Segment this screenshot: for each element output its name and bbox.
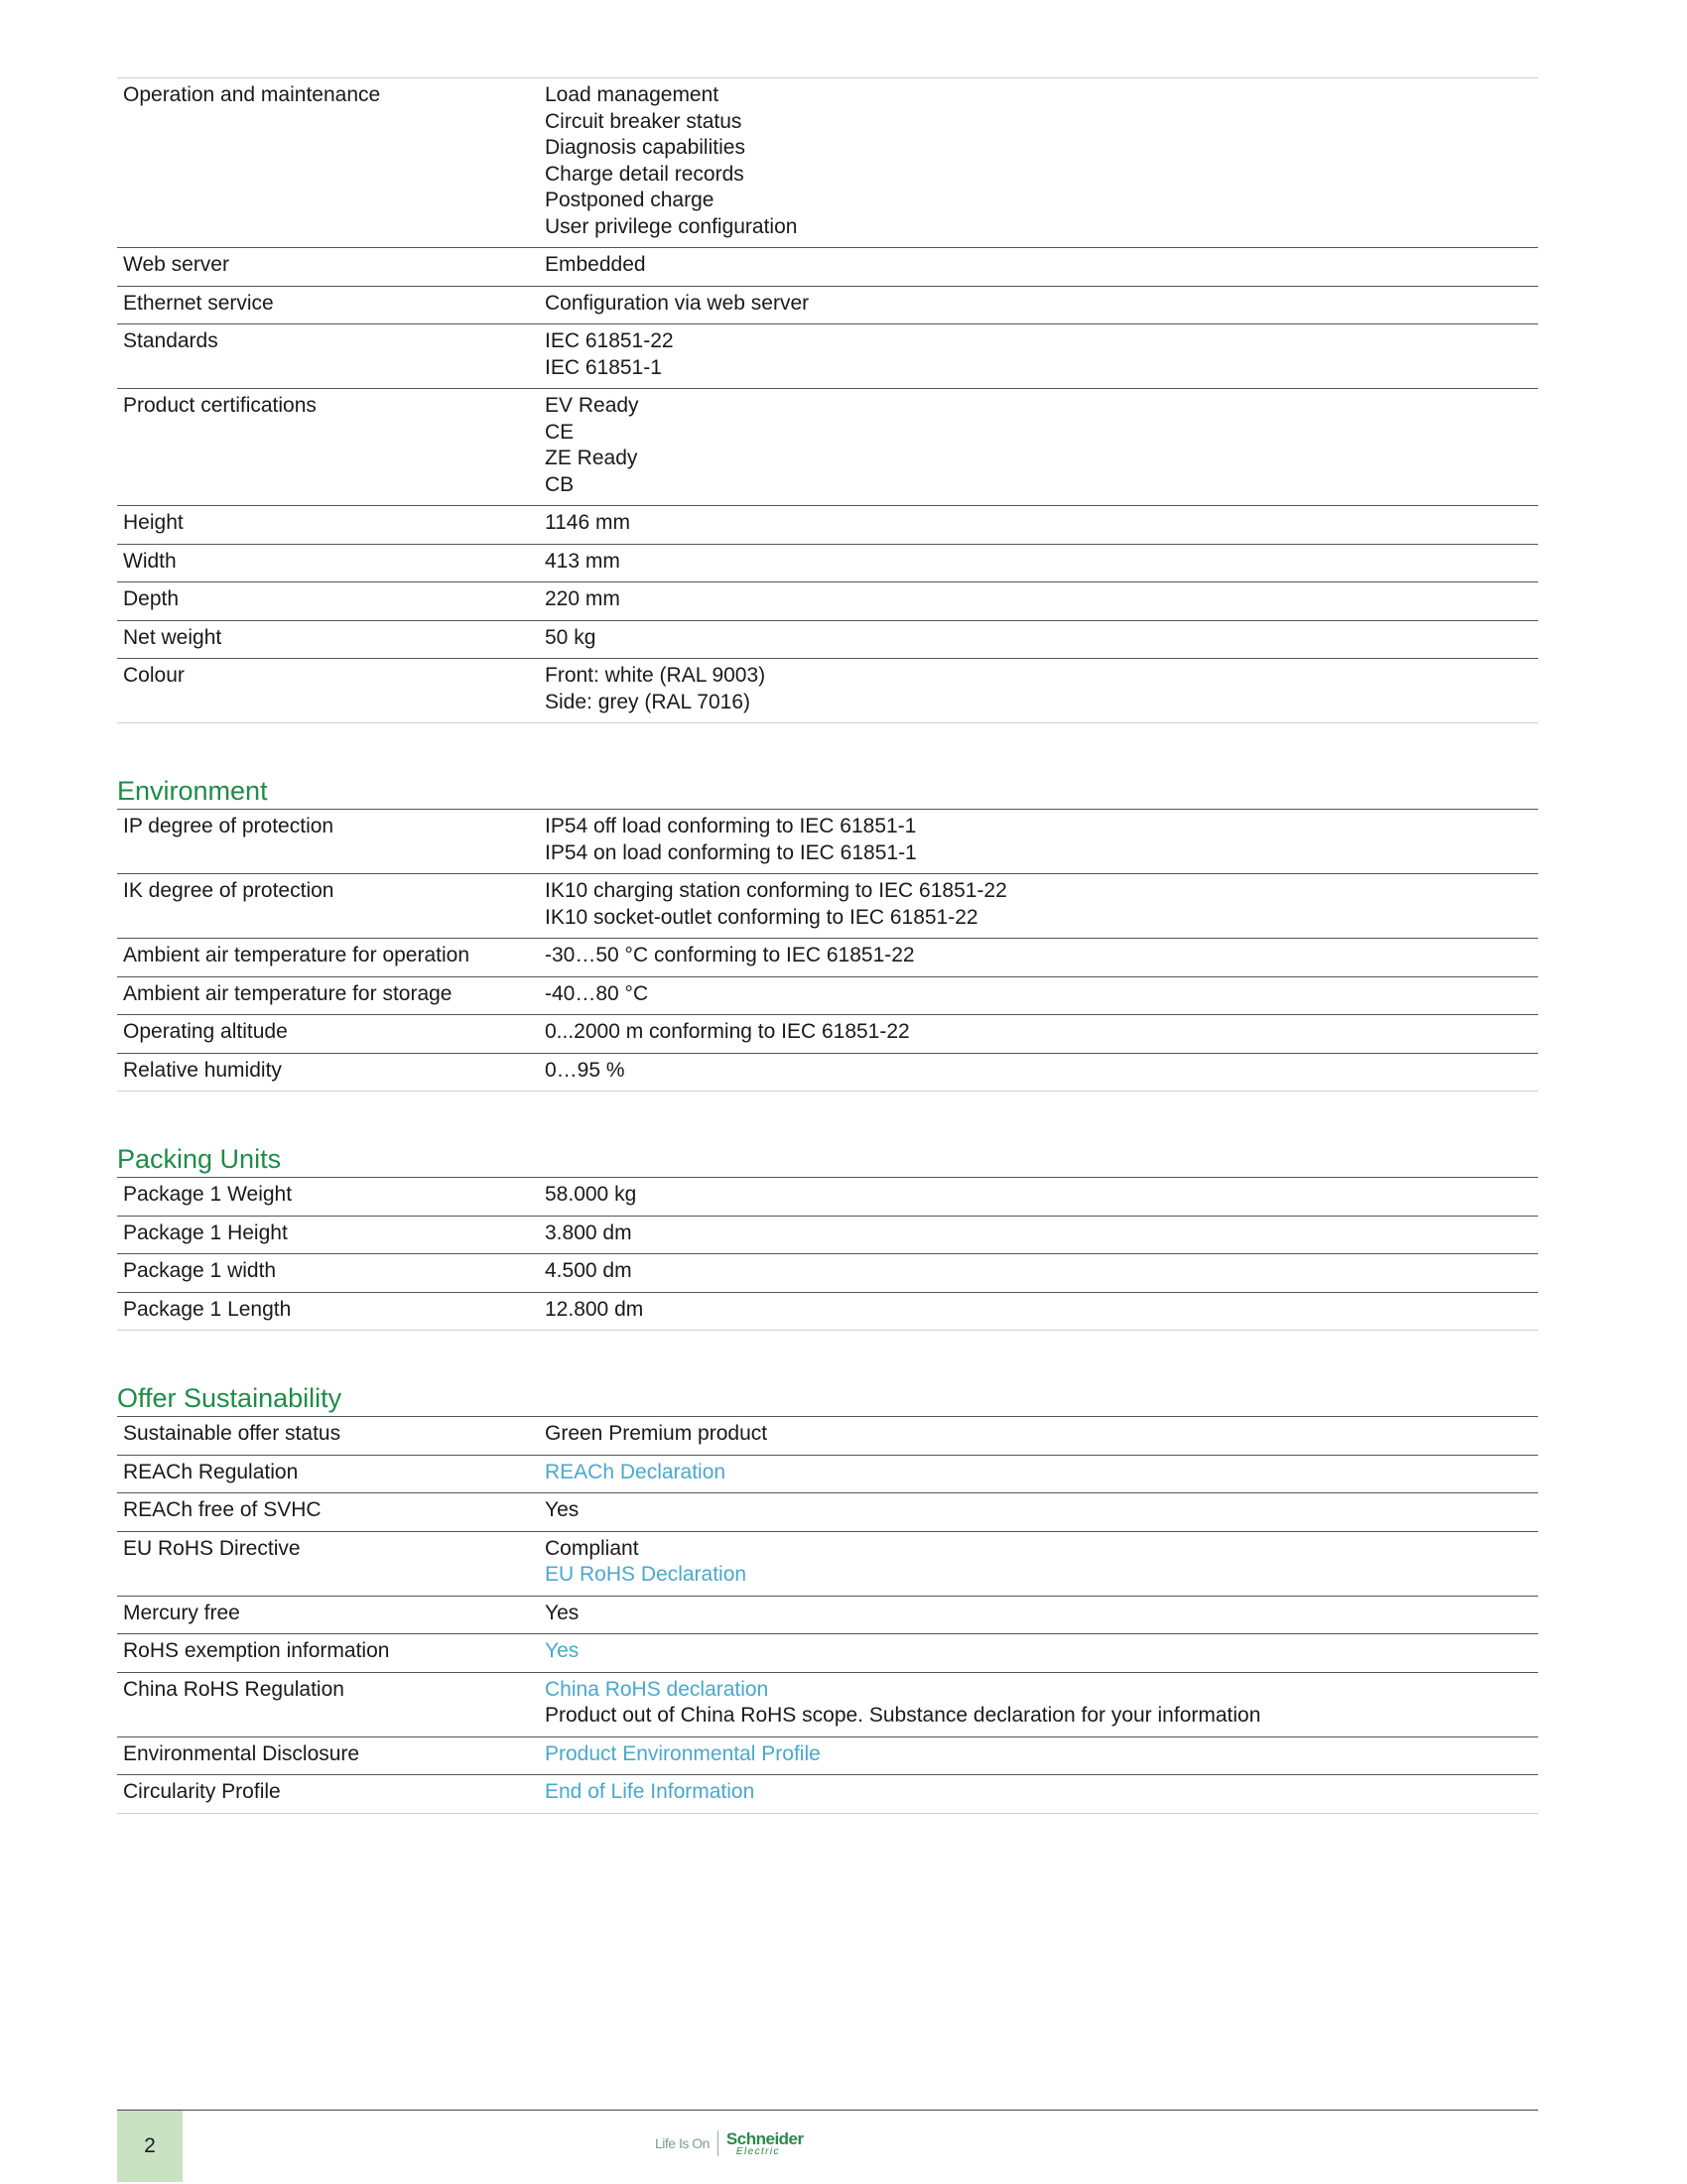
spec-value xyxy=(539,248,1538,287)
spec-row-reach-free-of-svhc xyxy=(117,1493,1538,1532)
page-number: 2 xyxy=(117,2111,183,2182)
spec-row-width xyxy=(117,544,1538,582)
spec-row-ik-degree-of-protection xyxy=(117,874,1538,939)
spec-table-offer-sustainability xyxy=(117,1416,1538,1814)
spec-label: Package 1 width xyxy=(117,1254,539,1293)
spec-value-text: Circuit breaker status xyxy=(545,109,742,133)
spec-value-link[interactable]: EU RoHS Declaration xyxy=(545,1563,747,1586)
spec-value-text: IK10 socket-outlet conforming to IEC 61851-22 xyxy=(545,905,978,929)
spec-row-relative-humidity xyxy=(117,1053,1538,1092)
spec-value-text: ZE Ready xyxy=(545,447,638,469)
spec-label: Package 1 Length xyxy=(117,1292,539,1331)
spec-value-text: Load management xyxy=(545,83,719,106)
spec-value-text: 0…95 % xyxy=(545,1058,625,1082)
spec-row-height xyxy=(117,506,1538,545)
spec-label: REACh Regulation xyxy=(117,1455,539,1493)
spec-row-ambient-air-temperature-for-operation xyxy=(117,939,1538,977)
spec-row-product-certifications xyxy=(117,389,1538,506)
spec-label: Operating altitude xyxy=(117,1015,539,1054)
spec-row-package-1-height xyxy=(117,1216,1538,1254)
schneider-electric-logo xyxy=(718,2130,804,2157)
spec-value xyxy=(539,1216,1538,1254)
spec-value xyxy=(539,874,1538,939)
spec-value-text: 12.800 dm xyxy=(545,1297,644,1321)
spec-value-text: -40…80 °C xyxy=(545,981,649,1005)
spec-label: Environmental Disclosure xyxy=(117,1736,539,1775)
spec-value-link[interactable]: China RoHS declaration xyxy=(545,1677,769,1701)
spec-value xyxy=(539,1775,1538,1814)
spec-row-rohs-exemption-information xyxy=(117,1634,1538,1673)
spec-value-text: 413 mm xyxy=(545,549,620,573)
spec-label: Ambient air temperature for storage xyxy=(117,976,539,1015)
spec-label: Colour xyxy=(117,659,539,723)
spec-value-text: IP54 on load conforming to IEC 61851-1 xyxy=(545,840,917,864)
spec-row-ambient-air-temperature-for-storage xyxy=(117,976,1538,1015)
spec-label: Sustainable offer status xyxy=(117,1417,539,1456)
spec-value-text: -30…50 °C conforming to IEC 61851-22 xyxy=(545,944,915,966)
datasheet-page xyxy=(117,77,1538,1814)
spec-value xyxy=(539,582,1538,621)
spec-table-packing-units xyxy=(117,1177,1538,1331)
spec-value xyxy=(539,286,1538,324)
spec-value-text: 220 mm xyxy=(545,587,620,610)
spec-value-text: 3.800 dm xyxy=(545,1220,632,1244)
spec-label: Height xyxy=(117,506,539,545)
spec-value-text: Compliant xyxy=(545,1536,639,1560)
spec-label: Depth xyxy=(117,582,539,621)
spec-row-package-1-width xyxy=(117,1254,1538,1293)
spec-value xyxy=(539,1178,1538,1217)
spec-label: Operation and maintenance xyxy=(117,78,539,248)
spec-row-web-server xyxy=(117,248,1538,287)
section-title-environment: Environment xyxy=(117,776,268,806)
general-spec-table xyxy=(117,77,1538,723)
spec-value-text: 4.500 dm xyxy=(545,1259,632,1282)
spec-row-operation-and-maintenance xyxy=(117,78,1538,248)
spec-value xyxy=(539,1634,1538,1673)
spec-label: Product certifications xyxy=(117,389,539,506)
spec-value-text: EV Ready xyxy=(545,394,639,417)
spec-value-text: Green Premium product xyxy=(545,1422,768,1445)
spec-value xyxy=(539,1015,1538,1054)
spec-row-circularity-profile xyxy=(117,1775,1538,1814)
spec-value xyxy=(539,78,1538,248)
spec-value-text: IK10 charging station conforming to IEC 61851-22 xyxy=(545,879,1007,902)
spec-value xyxy=(539,620,1538,659)
spec-row-china-rohs-regulation xyxy=(117,1672,1538,1736)
page-footer xyxy=(117,2110,1538,2184)
section-title-packing-units: Packing Units xyxy=(117,1144,282,1174)
spec-value-text: Postponed charge xyxy=(545,189,714,211)
spec-row-ip-degree-of-protection xyxy=(117,810,1538,874)
spec-row-package-1-length xyxy=(117,1292,1538,1331)
spec-value-text: Front: white (RAL 9003) xyxy=(545,664,766,687)
brand-name: Schneider xyxy=(725,2128,804,2148)
spec-value xyxy=(539,324,1538,389)
spec-row-eu-rohs-directive xyxy=(117,1531,1538,1596)
spec-value-text: CE xyxy=(545,420,575,444)
spec-value xyxy=(539,1417,1538,1456)
spec-value xyxy=(539,1531,1538,1596)
spec-row-reach-regulation xyxy=(117,1455,1538,1493)
spec-value-link[interactable]: Yes xyxy=(545,1639,580,1662)
spec-value-text: Charge detail records xyxy=(545,162,744,186)
spec-value xyxy=(539,506,1538,545)
brand-sub: Electric xyxy=(735,2145,780,2157)
spec-value-text: Side: grey (RAL 7016) xyxy=(545,690,750,713)
spec-label: RoHS exemption information xyxy=(117,1634,539,1673)
spec-label: Package 1 Height xyxy=(117,1216,539,1254)
spec-value-text: IEC 61851-22 xyxy=(545,329,674,352)
spec-value xyxy=(539,1736,1538,1775)
spec-value xyxy=(539,810,1538,874)
spec-value-text: CB xyxy=(545,472,575,496)
spec-value xyxy=(539,1672,1538,1736)
spec-label: Circularity Profile xyxy=(117,1775,539,1814)
spec-row-package-1-weight xyxy=(117,1178,1538,1217)
spec-value xyxy=(539,1493,1538,1532)
spec-label: Relative humidity xyxy=(117,1053,539,1092)
spec-label: Ambient air temperature for operation xyxy=(117,939,539,977)
spec-label: Package 1 Weight xyxy=(117,1178,539,1217)
spec-row-net-weight xyxy=(117,620,1538,659)
spec-label: IK degree of protection xyxy=(117,874,539,939)
spec-row-mercury-free xyxy=(117,1596,1538,1634)
spec-value xyxy=(539,976,1538,1015)
spec-value xyxy=(539,389,1538,506)
spec-label: China RoHS Regulation xyxy=(117,1672,539,1736)
spec-label: Ethernet service xyxy=(117,286,539,324)
spec-value xyxy=(539,1455,1538,1493)
spec-value-text: 50 kg xyxy=(545,625,596,649)
spec-value xyxy=(539,1596,1538,1634)
spec-label: Standards xyxy=(117,324,539,389)
spec-value xyxy=(539,1292,1538,1331)
spec-value xyxy=(539,939,1538,977)
life-is-on-tagline: Life Is On xyxy=(655,2130,718,2156)
spec-sections xyxy=(117,775,1538,1814)
spec-value-text: Diagnosis capabilities xyxy=(545,136,745,159)
spec-value-link[interactable]: End of Life Information xyxy=(545,1780,755,1803)
spec-value-text: IEC 61851-1 xyxy=(545,355,662,379)
spec-value xyxy=(539,544,1538,582)
spec-value-text: 0...2000 m conforming to IEC 61851-22 xyxy=(545,1020,910,1043)
spec-row-colour xyxy=(117,659,1538,723)
spec-row-environmental-disclosure xyxy=(117,1736,1538,1775)
spec-value xyxy=(539,659,1538,723)
spec-value-link[interactable]: REACh Declaration xyxy=(545,1460,726,1483)
spec-row-sustainable-offer-status xyxy=(117,1417,1538,1456)
spec-row-operating-altitude xyxy=(117,1015,1538,1054)
spec-row-ethernet-service xyxy=(117,286,1538,324)
spec-table-environment xyxy=(117,809,1538,1092)
spec-value-text: 58.000 kg xyxy=(545,1183,637,1206)
spec-value-link[interactable]: Product Environmental Profile xyxy=(545,1741,821,1765)
spec-value xyxy=(539,1254,1538,1293)
spec-value xyxy=(539,1053,1538,1092)
spec-value-text: 1146 mm xyxy=(545,511,630,534)
spec-value-text: Embedded xyxy=(545,253,646,276)
spec-value-text: IP54 off load conforming to IEC 61851-1 xyxy=(545,815,917,837)
spec-value-text: Yes xyxy=(545,1601,580,1624)
spec-value-text: Yes xyxy=(545,1498,580,1521)
spec-label: REACh free of SVHC xyxy=(117,1493,539,1532)
spec-label: Web server xyxy=(117,248,539,287)
spec-label: EU RoHS Directive xyxy=(117,1531,539,1596)
spec-label: IP degree of protection xyxy=(117,810,539,874)
spec-value-text: User privilege configuration xyxy=(545,214,798,238)
spec-label: Mercury free xyxy=(117,1596,539,1634)
spec-value-text: Configuration via web server xyxy=(545,291,810,315)
spec-row-depth xyxy=(117,582,1538,621)
spec-row-standards xyxy=(117,324,1538,389)
brand-logo xyxy=(655,2128,804,2158)
section-title-offer-sustainability: Offer Sustainability xyxy=(117,1383,342,1413)
spec-label: Width xyxy=(117,544,539,582)
spec-label: Net weight xyxy=(117,620,539,659)
spec-value-text: Product out of China RoHS scope. Substance declaration for your information xyxy=(545,1704,1261,1727)
